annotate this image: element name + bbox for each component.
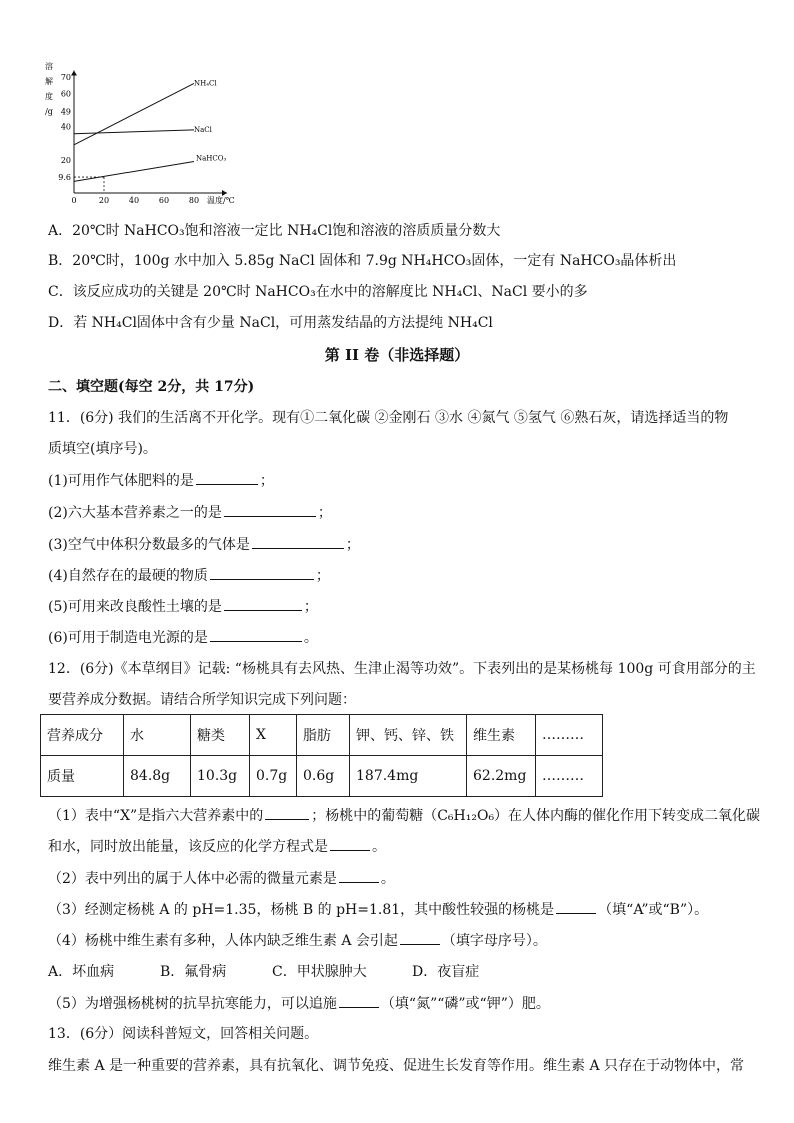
answer-blank[interactable] bbox=[224, 502, 316, 517]
q11-item-3 bbox=[48, 534, 360, 555]
y-tick-label: 49 bbox=[60, 107, 71, 117]
series-line bbox=[74, 83, 194, 144]
y-axis-label: 溶 bbox=[45, 62, 53, 71]
q12-sub3-text-a: （3）经测定杨桃 A 的 pH=1.35，杨桃 B 的 pH=1.81，其中酸性较强的杨桃是 bbox=[48, 902, 555, 918]
y-tick-label: 40 bbox=[60, 122, 71, 132]
answer-blank[interactable] bbox=[330, 836, 370, 851]
q12-sub2-text-b: 。 bbox=[380, 871, 395, 887]
table-cell: 糖类 bbox=[191, 715, 250, 756]
answer-blank[interactable] bbox=[556, 899, 596, 914]
table-cell: 62.2mg bbox=[467, 756, 536, 797]
table-cell: X bbox=[250, 715, 297, 756]
table-cell: 187.4mg bbox=[350, 756, 467, 797]
choice-a: A．坏血病 bbox=[48, 964, 115, 980]
q11-item-2-text: (2)六大基本营养素之一的是 bbox=[48, 505, 222, 521]
q13-paragraph: 维生素 A 是一种重要的营养素，具有抗氧化、调节免疫、促进生长发育等作用。维生素 A 只存在于动物体中，常 bbox=[48, 1058, 745, 1074]
x-tick-label: 80 bbox=[188, 196, 200, 204]
table-cell: 维生素 bbox=[467, 715, 536, 756]
table-cell: ……… bbox=[536, 715, 603, 756]
series-label: NH₄Cl bbox=[194, 79, 217, 88]
y-axis-label: 度 bbox=[45, 92, 53, 101]
q11-item-6-end: 。 bbox=[303, 630, 318, 646]
q11-item-5-text: (5)可用来改良酸性土壤的是 bbox=[48, 599, 222, 615]
q11-item-1-text: (1)可用作气体肥料的是 bbox=[48, 473, 194, 489]
q11-item-2-end: ； bbox=[317, 505, 332, 521]
option-c: C．该反应成功的关键是 20℃时 NaHCO₃在水中的溶解度比 NH₄Cl、NaCl 要小的多 bbox=[48, 284, 588, 300]
q11-item-2 bbox=[48, 502, 332, 523]
q12-sub1-line2 bbox=[48, 836, 386, 857]
q11-item-3-end: ； bbox=[345, 537, 360, 553]
q12-sub4-text-b: （填字母序号）。 bbox=[441, 933, 547, 949]
q12-sub1-text-b: ；杨桃中的葡萄糖（C₆H₁₂O₆）在人体内酶的催化作用下转变成二氧化碳 bbox=[311, 808, 761, 824]
q12-sub4-text-a: （4）杨桃中维生素有多种，人体内缺乏维生素 A 会引起 bbox=[48, 933, 398, 949]
x-tick-label: 20 bbox=[98, 196, 110, 204]
choice-c: C．甲状腺肿大 bbox=[272, 964, 367, 980]
section-title: 第 II 卷（非选择题） bbox=[324, 346, 470, 364]
q13-stem: 13．(6分）阅读科普短文，回答相关问题。 bbox=[48, 1026, 319, 1042]
q12-sub2 bbox=[48, 868, 395, 889]
q12-sub2-text-a: （2）表中列出的属于人体中必需的微量元素是 bbox=[48, 871, 337, 887]
q11-stem-line2: 质填空(填序号)。 bbox=[48, 441, 157, 457]
q12-sub5-text-a: （5）为增强杨桃树的抗旱抗寒能力，可以追施 bbox=[48, 996, 337, 1012]
y-tick-label: 20 bbox=[60, 155, 71, 165]
q12-sub4-options bbox=[48, 962, 479, 982]
answer-blank[interactable] bbox=[210, 565, 314, 580]
table-cell: 营养成分 bbox=[41, 715, 124, 756]
series-line bbox=[74, 130, 194, 134]
table-cell: 质量 bbox=[41, 756, 124, 797]
x-tick-label: 40 bbox=[128, 196, 140, 204]
series-label: NaCl bbox=[194, 125, 212, 134]
q11-item-5-end: ； bbox=[303, 599, 318, 615]
q12-sub5 bbox=[48, 993, 550, 1014]
answer-blank[interactable] bbox=[339, 993, 379, 1008]
q11-item-6 bbox=[48, 627, 318, 648]
q12-sub5-text-b: （填“氮”“磷”或“钾”）肥。 bbox=[380, 996, 550, 1012]
q11-item-3-text: (3)空气中体积分数最多的气体是 bbox=[48, 537, 250, 553]
q11-item-1 bbox=[48, 470, 274, 491]
answer-blank[interactable] bbox=[210, 627, 302, 642]
table-cell: 10.3g bbox=[191, 756, 250, 797]
q12-sub1-line1 bbox=[48, 805, 760, 826]
q12-sub1-text-d: 。 bbox=[372, 839, 386, 855]
choice-b: B．氟骨病 bbox=[160, 964, 227, 980]
q11-item-4-end: ； bbox=[315, 568, 330, 584]
y-tick-label: 70 bbox=[60, 72, 71, 82]
q12-sub1-text-c: 和水，同时放出能量，该反应的化学方程式是 bbox=[48, 839, 328, 855]
y-tick-label: 9.6 bbox=[58, 173, 71, 183]
choice-d: D．夜盲症 bbox=[412, 964, 480, 980]
answer-blank[interactable] bbox=[400, 930, 440, 945]
q11-stem-line1: 11．(6分) 我们的生活离不开化学。现有①二氧化碳 ②金刚石 ③水 ④氮气 ⑤氢气 ⑥熟石灰，请选择适当的物 bbox=[48, 410, 729, 426]
y-axis-arrow bbox=[71, 71, 77, 76]
table-cell: 84.8g bbox=[124, 756, 191, 797]
x-axis-label: 温度/℃ bbox=[207, 196, 235, 204]
option-d: D．若 NH₄Cl固体中含有少量 NaCl，可用蒸发结晶的方法提纯 NH₄Cl bbox=[48, 315, 493, 331]
part2-heading: 二、填空题(每空 2分，共 17分) bbox=[48, 379, 255, 395]
table-cell: 脂肪 bbox=[297, 715, 350, 756]
x-tick-label: 60 bbox=[158, 196, 170, 204]
answer-blank[interactable] bbox=[252, 534, 344, 549]
answer-blank[interactable] bbox=[224, 596, 302, 611]
table-cell: ……… bbox=[536, 756, 603, 797]
table-cell: 钾、钙、锌、铁 bbox=[350, 715, 467, 756]
q11-item-4-text: (4)自然存在的最硬的物质 bbox=[48, 568, 208, 584]
y-tick-label: 60 bbox=[60, 89, 71, 99]
y-axis-label: /g bbox=[45, 107, 53, 116]
solubility-chart bbox=[40, 52, 240, 204]
table-row bbox=[41, 715, 603, 756]
q11-item-6-text: (6)可用于制造电光源的是 bbox=[48, 630, 208, 646]
nutrition-table bbox=[40, 714, 603, 797]
answer-blank[interactable] bbox=[196, 470, 258, 485]
option-b: B．20℃时，100g 水中加入 5.85g NaCl 固体和 7.9g NH₄HCO₃固体，一定有 NaHCO₃晶体析出 bbox=[48, 253, 677, 269]
q12-stem-line1: 12．(6分)《本草纲目》记载: “杨桃具有去风热、生津止渴等功效”。下表列出的是某杨桃每 100g 可食用部分的主 bbox=[48, 661, 756, 677]
table-cell: 水 bbox=[124, 715, 191, 756]
q11-item-4 bbox=[48, 565, 330, 586]
option-a: A．20℃时 NaHCO₃饱和溶液一定比 NH₄Cl饱和溶液的溶质质量分数大 bbox=[48, 223, 501, 239]
series-line bbox=[74, 161, 194, 181]
y-axis-label: 解 bbox=[45, 77, 53, 86]
table-row bbox=[41, 756, 603, 797]
q12-sub4 bbox=[48, 930, 547, 951]
table-cell: 0.7g bbox=[250, 756, 297, 797]
q12-sub3-text-b: （填“A”或“B”）。 bbox=[598, 902, 709, 918]
q11-item-1-end: ； bbox=[259, 473, 274, 489]
answer-blank[interactable] bbox=[339, 868, 379, 883]
q12-sub3 bbox=[48, 899, 708, 920]
x-tick-label: 0 bbox=[71, 196, 77, 204]
series-label: NaHCO₃ bbox=[196, 154, 227, 163]
q12-stem-line2: 要营养成分数据。请结合所学知识完成下列问题： bbox=[48, 692, 356, 708]
q12-sub1-text-a: （1）表中“X”是指六大营养素中的 bbox=[48, 808, 264, 824]
table-cell: 0.6g bbox=[297, 756, 350, 797]
q11-item-5 bbox=[48, 596, 318, 617]
answer-blank[interactable] bbox=[265, 805, 309, 820]
